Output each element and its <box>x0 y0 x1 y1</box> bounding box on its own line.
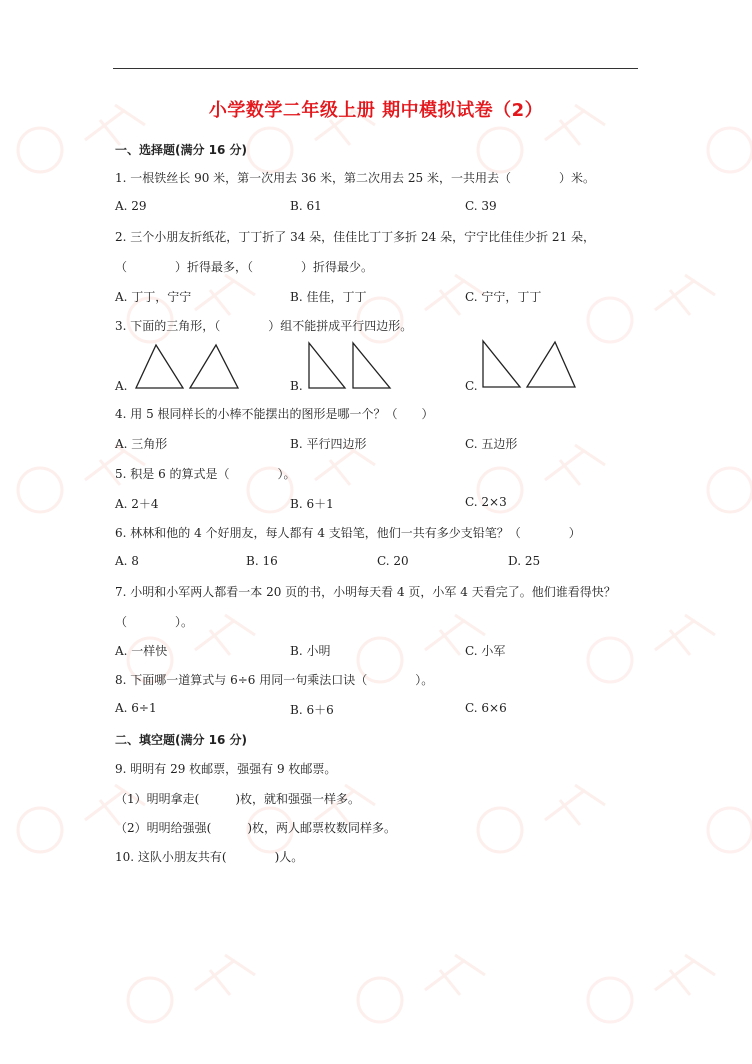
watermark-logo-icon <box>18 468 62 512</box>
watermark-logo-icon <box>128 978 172 1022</box>
triangle-icon <box>136 345 183 388</box>
question-1: 1. 一根铁丝长 90 米，第一次用去 36 米，第二次用去 25 米，一共用去（ ）米。 <box>115 171 595 185</box>
watermark-logo-icon <box>358 978 402 1022</box>
q7-option-a[interactable]: A. 一样快 <box>115 644 168 658</box>
triangle-icon <box>309 343 345 388</box>
watermark-logo-icon <box>708 128 752 172</box>
triangle-icon <box>483 341 520 387</box>
question-3: 3. 下面的三角形，（ ）组不能拼成平行四边形。 <box>115 319 413 333</box>
question-7: 7. 小明和小军两人都看一本 20 页的书，小明每天看 4 页，小军 4 天看完了。他们谁看得快？ <box>115 585 616 599</box>
watermark-mark-icon <box>195 615 255 655</box>
question-9: 9. 明明有 29 枚邮票，强强有 9 枚邮票。 <box>115 762 337 776</box>
q8-option-a[interactable]: A. 6÷1 <box>115 701 157 715</box>
q2-option-a[interactable]: A. 丁丁，宁宁 <box>115 290 192 304</box>
q7-option-c[interactable]: C. 小军 <box>465 644 506 658</box>
q5-option-b[interactable]: B. 6＋1 <box>290 497 334 511</box>
q6-option-d[interactable]: D. 25 <box>508 554 541 568</box>
question-8: 8. 下面哪一道算式与 6÷6 用同一句乘法口诀（ ）。 <box>115 673 434 687</box>
watermark-mark-icon <box>655 275 715 315</box>
q3-b-triangles <box>305 341 395 391</box>
q8-option-c[interactable]: C. 6×6 <box>465 701 507 715</box>
q4-option-c[interactable]: C. 五边形 <box>465 437 518 451</box>
question-4: 4. 用 5 根同样长的小棒不能摆出的图形是哪一个？（ ） <box>115 407 434 421</box>
watermark-logo-icon <box>478 128 522 172</box>
q6-option-c[interactable]: C. 20 <box>377 554 409 568</box>
watermark-logo-icon <box>588 638 632 682</box>
question-6: 6. 林林和他的 4 个好朋友，每人都有 4 支铅笔，他们一共有多少支铅笔？（ ） <box>115 526 581 540</box>
question-5: 5. 积是 6 的算式是（ ）。 <box>115 467 296 481</box>
question-2: 2. 三个小朋友折纸花，丁丁折了 34 朵，佳佳比丁丁多折 24 朵，宁宁比佳佳少折 21 朵， <box>115 230 595 244</box>
q6-option-a[interactable]: A. 8 <box>115 554 139 568</box>
section-header-fill: 二、填空题(满分 16 分) <box>115 733 248 747</box>
watermark-logo-icon <box>18 808 62 852</box>
q6-option-b[interactable]: B. 16 <box>246 554 278 568</box>
q1-option-b[interactable]: B. 61 <box>290 199 322 213</box>
q3-c-triangles <box>480 339 580 391</box>
watermark-logo-icon <box>708 468 752 512</box>
watermark-mark-icon <box>545 445 605 485</box>
q2-option-b[interactable]: B. 佳佳，丁丁 <box>290 290 367 304</box>
watermark-logo-icon <box>588 978 632 1022</box>
triangle-icon <box>190 345 238 388</box>
question-9-sub1: （1）明明拿走( )枚，就和强强一样多。 <box>115 792 360 806</box>
watermark-logo-icon <box>708 808 752 852</box>
watermark-mark-icon <box>425 955 485 995</box>
section-header-choice: 一、选择题(满分 16 分) <box>115 143 248 157</box>
q3-option-b[interactable]: B. <box>290 379 303 393</box>
page-title: 小学数学二年级上册 期中模拟试卷（2） <box>208 100 544 121</box>
question-9-sub2: （2）明明给强强( )枚，两人邮票枚数同样多。 <box>115 821 397 835</box>
question-2-line2: （ ）折得最多，（ ）折得最少。 <box>115 260 374 274</box>
q7-option-b[interactable]: B. 小明 <box>290 644 331 658</box>
q2-option-c[interactable]: C. 宁宁，丁丁 <box>465 290 542 304</box>
q5-option-c[interactable]: C. 2×3 <box>465 495 507 509</box>
q3-option-c[interactable]: C. <box>465 379 478 393</box>
header-rule <box>113 68 638 69</box>
q1-option-c[interactable]: C. 39 <box>465 199 497 213</box>
question-7-line2: （ ）。 <box>115 615 194 629</box>
q4-option-b[interactable]: B. 平行四边形 <box>290 437 367 451</box>
q8-option-b[interactable]: B. 6＋6 <box>290 703 334 717</box>
triangle-icon <box>527 342 575 387</box>
watermark-mark-icon <box>195 275 255 315</box>
watermark-logo-icon <box>18 128 62 172</box>
watermark-mark-icon <box>195 955 255 995</box>
q3-a-triangles <box>130 343 240 391</box>
watermark-mark-icon <box>545 785 605 825</box>
triangle-icon <box>353 343 390 388</box>
q1-option-a[interactable]: A. 29 <box>115 199 147 213</box>
watermark-mark-icon <box>655 615 715 655</box>
q3-option-a[interactable]: A. <box>115 379 128 393</box>
question-10: 10. 这队小朋友共有( )人。 <box>115 850 304 864</box>
q5-option-a[interactable]: A. 2＋4 <box>115 497 159 511</box>
watermark-logo-icon <box>478 808 522 852</box>
watermark-mark-icon <box>655 955 715 995</box>
watermark-logo-icon <box>588 298 632 342</box>
watermark-logo-icon <box>248 128 292 172</box>
q4-option-a[interactable]: A. 三角形 <box>115 437 168 451</box>
